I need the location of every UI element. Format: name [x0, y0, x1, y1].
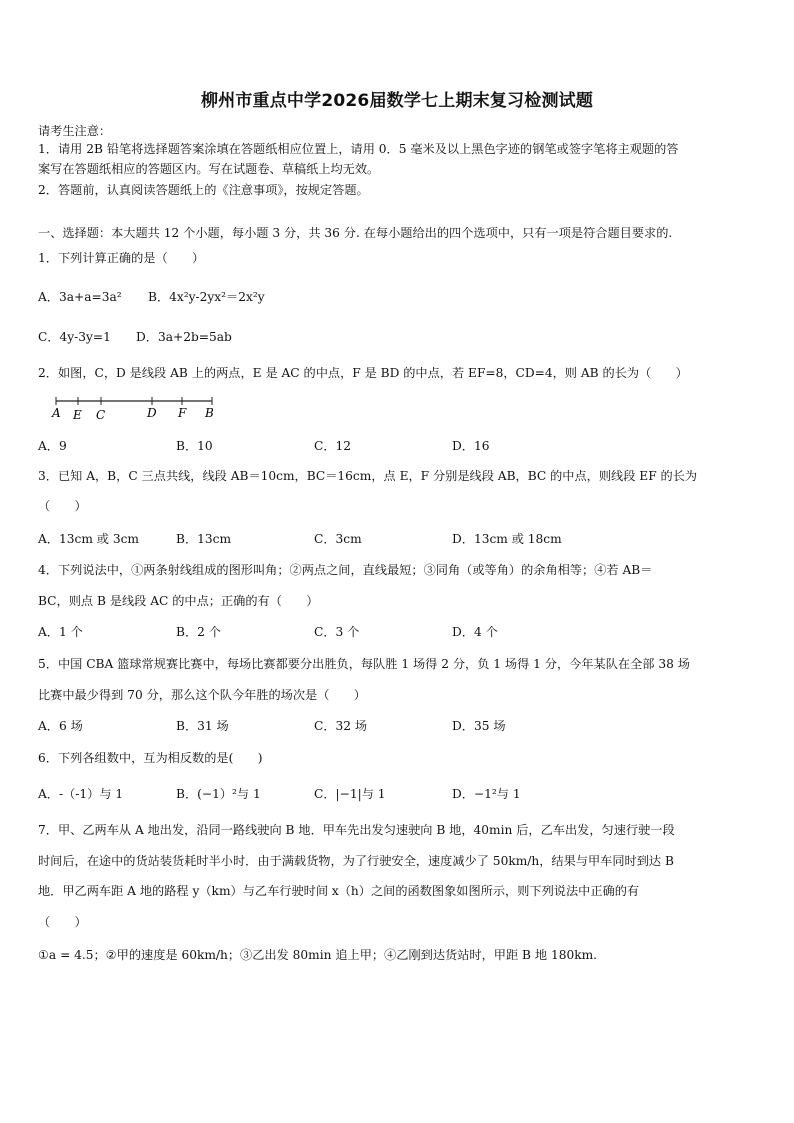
- question-5-stem-line-1: 5．中国 CBA 篮球常规赛比赛中，每场比赛都要分出胜负，每队胜 1 场得 2 分，负 1 场得 1 分，今年某队在全部 38 场: [38, 657, 690, 671]
- question-6-option-a: A．-（-1）与 1: [38, 787, 124, 801]
- question-6-option-c: C．|−1|与 1: [314, 787, 386, 801]
- label-f: F: [178, 406, 187, 420]
- question-3-stem-line-2: （ ）: [38, 499, 87, 513]
- segment-figure: [50, 393, 220, 423]
- question-2-option-d: D．16: [452, 439, 490, 453]
- question-4-option-d: D．4 个: [452, 625, 498, 639]
- question-1-option-a: A．3a+a=3a²: [38, 290, 122, 304]
- label-c: C: [96, 408, 106, 422]
- question-2-option-a: A．9: [38, 439, 67, 453]
- question-7-stem-line-1: 7．甲、乙两车从 A 地出发，沿同一路线驶向 B 地．甲车先出发匀速驶向 B 地，40min 后，乙车出发，匀速行驶一段: [38, 823, 675, 837]
- question-3-option-b: B．13cm: [176, 532, 232, 546]
- notice-heading: 请考生注意：: [38, 124, 112, 138]
- question-5-stem-line-2: 比赛中最少得到 70 分，那么这个队今年胜的场次是（ ）: [38, 688, 366, 702]
- question-7-statements: ①a = 4.5；②甲的速度是 60km/h；③乙出发 80min 追上甲；④乙刚到达货站时，甲距 B 地 180km.: [38, 948, 598, 962]
- label-a: A: [52, 406, 61, 420]
- notice-item-2: 2．答题前，认真阅读答题纸上的《注意事项》，按规定答题。: [38, 183, 369, 197]
- label-e: E: [73, 408, 82, 422]
- question-5-option-c: C．32 场: [314, 719, 368, 733]
- label-d: D: [147, 406, 157, 420]
- page-title: 柳州市重点中学2026届数学七上期末复习检测试题: [200, 91, 594, 111]
- question-5-option-d: D．35 场: [452, 719, 506, 733]
- question-4-option-a: A．1 个: [38, 625, 83, 639]
- question-6-option-b: B．(−1）²与 1: [176, 787, 261, 801]
- question-6-option-d: D．−1²与 1: [452, 787, 521, 801]
- question-2-stem: 2．如图，C，D 是线段 AB 上的两点，E 是 AC 的中点，F 是 BD 的中点，若 EF=8，CD=4，则 AB 的长为（ ）: [38, 366, 688, 380]
- question-7-stem-line-4: （ ）: [38, 915, 87, 929]
- question-2-option-b: B．10: [176, 439, 213, 453]
- question-2-option-c: C．12: [314, 439, 352, 453]
- question-3-option-d: D．13cm 或 18cm: [452, 532, 562, 546]
- question-7-stem-line-2: 时间后，在途中的货站装货耗时半小时．由于满载货物，为了行驶安全，速度减少了 50km/h，结果与甲车同时到达 B: [38, 854, 674, 868]
- question-6-stem: 6．下列各组数中，互为相反数的是( ): [38, 751, 263, 765]
- notice-item-1-line-1: 1．请用 2B 铅笔将选择题答案涂填在答题纸相应位置上，请用 0．5 毫米及以上黑色字迹的钢笔或签字笔将主观题的答: [38, 142, 679, 156]
- question-7-stem-line-3: 地．甲乙两车距 A 地的路程 y（km）与乙车行驶时间 x（h）之间的函数图象如图所示，则下列说法中正确的有: [38, 884, 640, 898]
- question-1-stem: 1．下列计算正确的是（ ）: [38, 251, 205, 265]
- label-b: B: [205, 406, 214, 420]
- question-4-stem-line-2: BC，则点 B 是线段 AC 的中点；正确的有（ ）: [38, 594, 319, 608]
- question-3-stem-line-1: 3．已知 A，B，C 三点共线，线段 AB＝10cm，BC＝16cm，点 E，F 分别是线段 AB，BC 的中点，则线段 EF 的长为: [38, 469, 698, 483]
- question-1-option-d: D．3a+2b=5ab: [136, 330, 232, 344]
- notice-item-1-line-2: 案写在答题纸相应的答题区内。写在试题卷、草稿纸上均无效。: [38, 162, 380, 176]
- question-3-option-a: A．13cm 或 3cm: [38, 532, 139, 546]
- question-3-option-c: C．3cm: [314, 532, 362, 546]
- section-heading: 一、选择题：本大题共 12 个小题，每小题 3 分，共 36 分. 在每小题给出的四个选项中，只有一项是符合题目要求的.: [38, 226, 673, 240]
- question-4-stem-line-1: 4．下列说法中，①两条射线组成的图形叫角；②两点之间，直线最短；③同角（或等角）的余角相等；④若 AB＝: [38, 563, 653, 577]
- question-4-option-b: B．2 个: [176, 625, 221, 639]
- question-4-option-c: C．3 个: [314, 625, 360, 639]
- question-5-option-b: B．31 场: [176, 719, 229, 733]
- question-1-option-c: C．4y-3y=1: [38, 330, 111, 344]
- question-5-option-a: A．6 场: [38, 719, 83, 733]
- question-1-option-b: B．4x²y-2yx²＝2x²y: [148, 290, 265, 304]
